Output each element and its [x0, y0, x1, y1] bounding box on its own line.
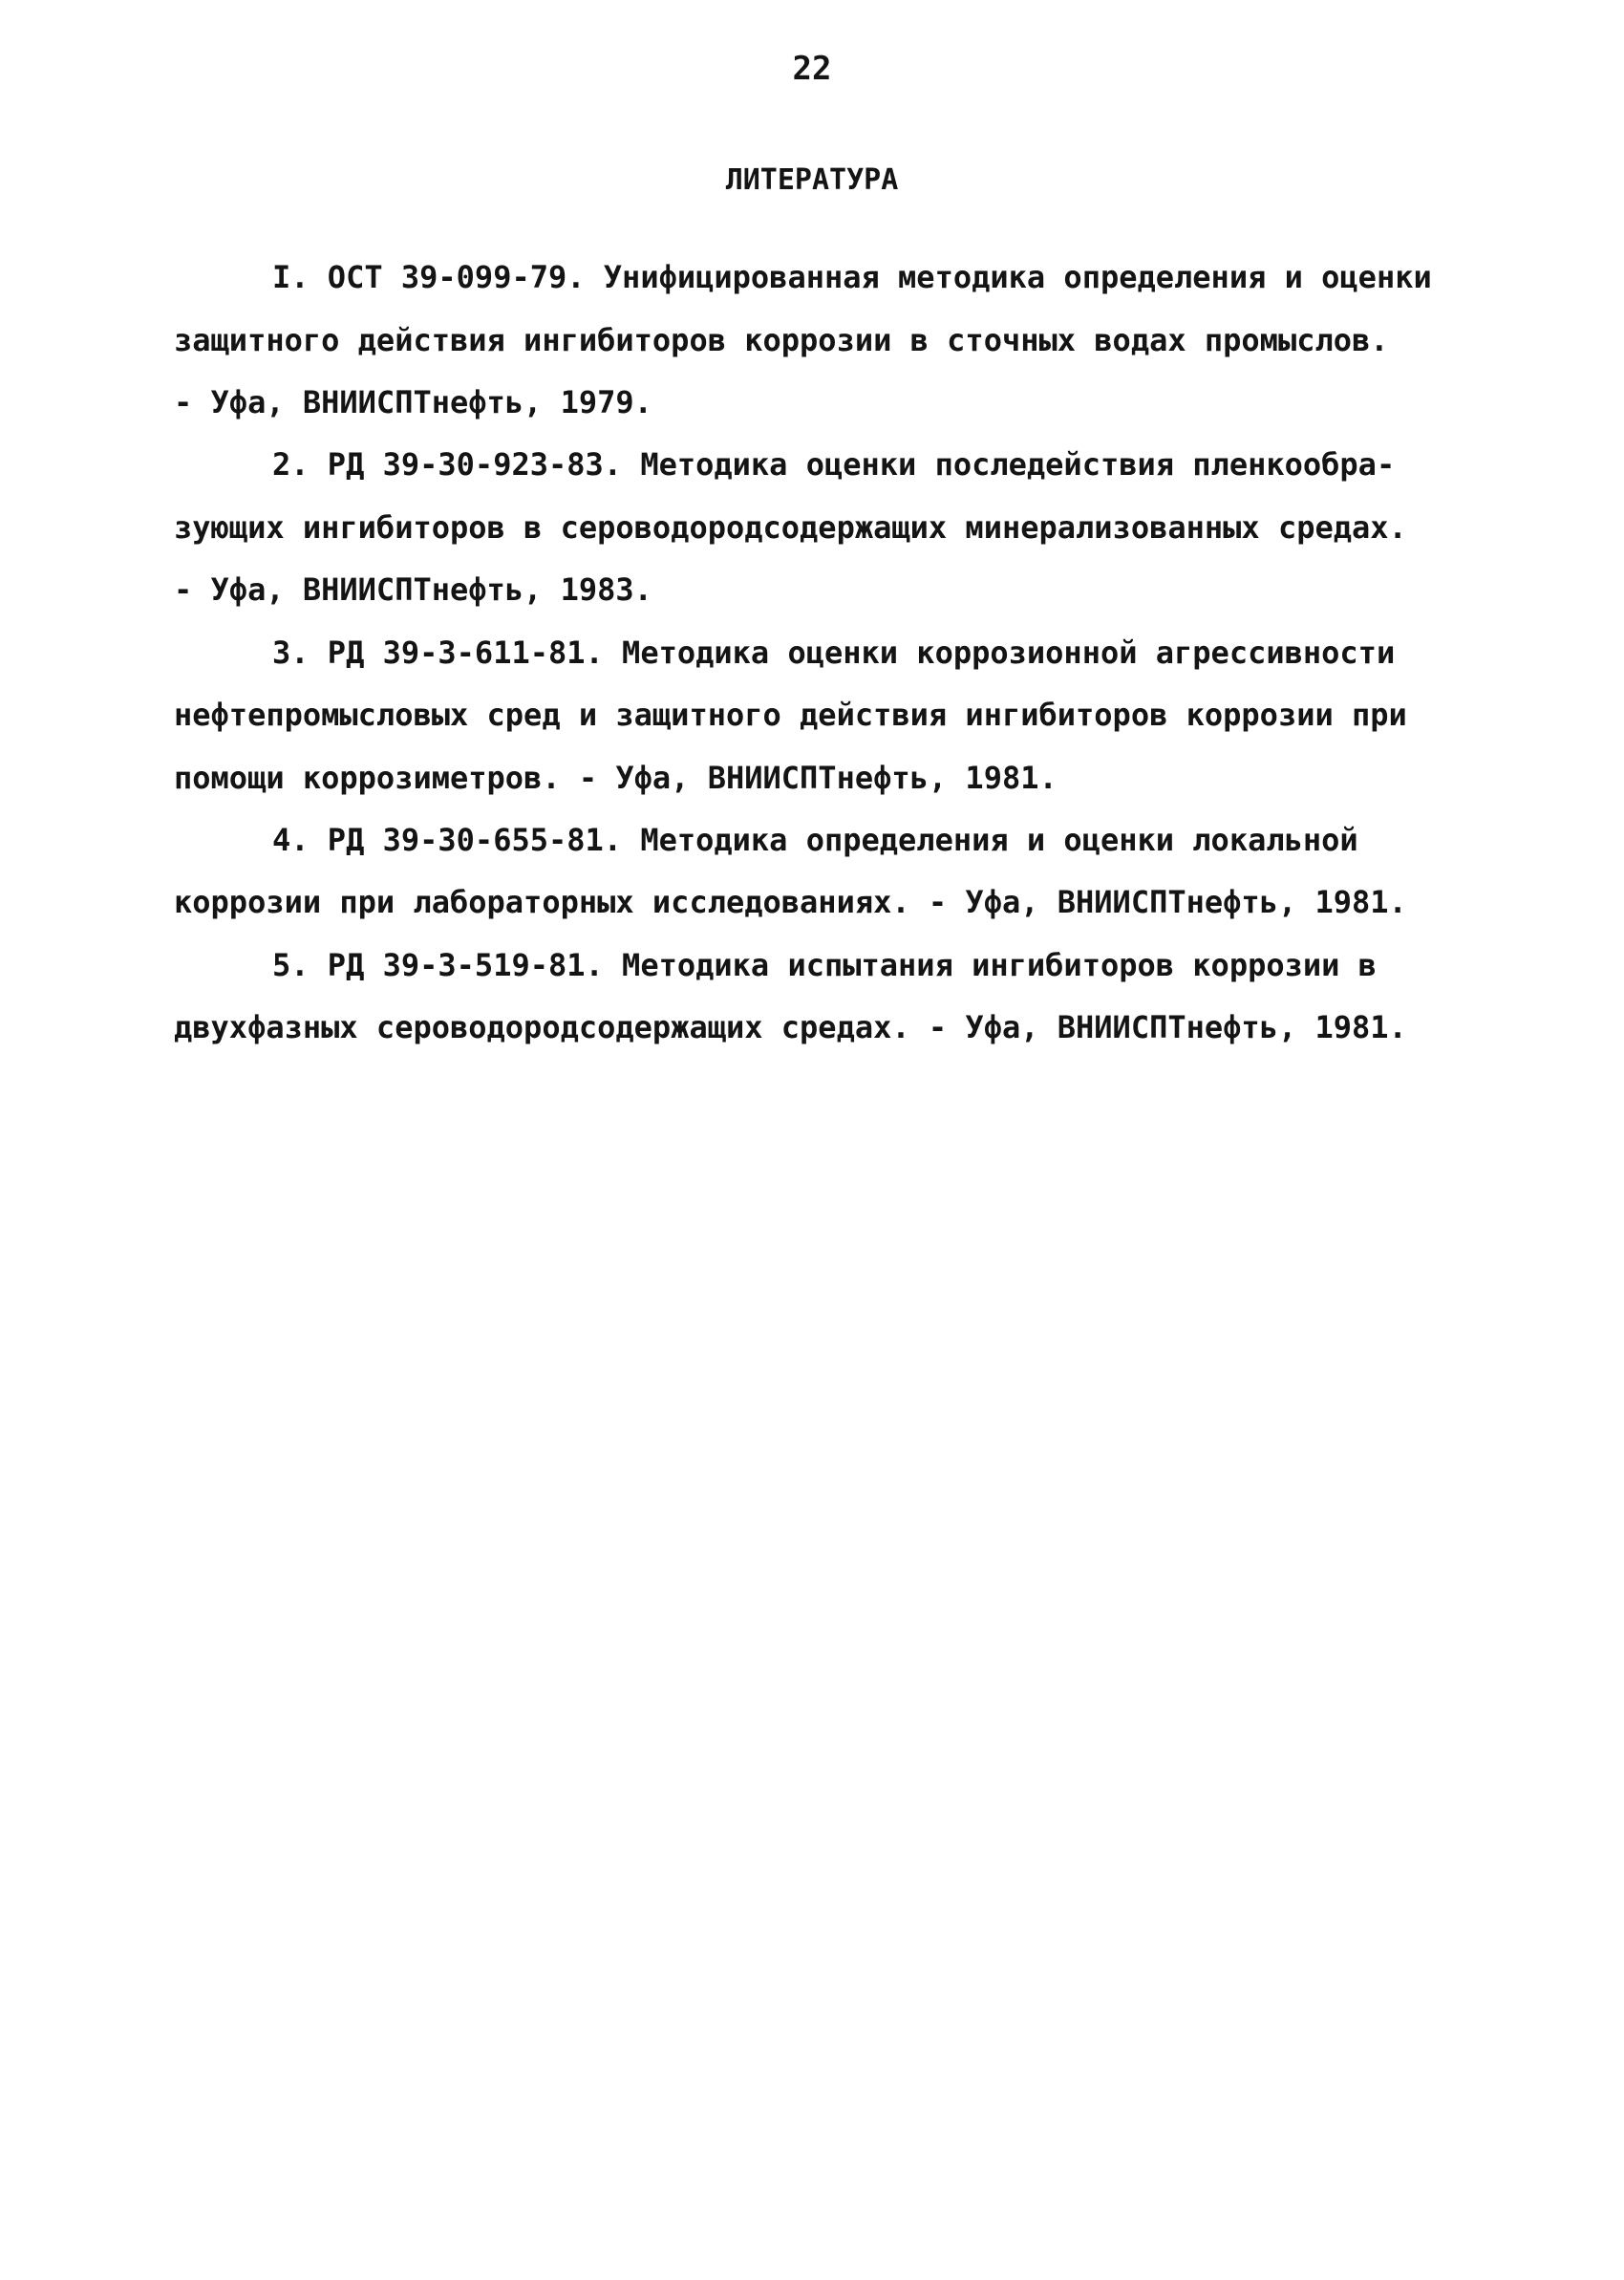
reference-line: 2. РД 39-30-923-83. Методика оценки последействия пленкообра- [272, 446, 1396, 483]
reference-line: - Уфа, ВНИИСПТнефть, 1983. [174, 571, 652, 608]
reference-line: I. ОСТ 39-099-79. Унифицированная методика определения и оценки [272, 259, 1432, 295]
reference-line: зующих ингибиторов в сероводородсодержащих минерализованных средах. [174, 509, 1407, 546]
reference-line: 4. РД 39-30-655-81. Методика определения и оценки локальной [272, 822, 1358, 858]
reference-line: помощи коррозиметров. - Уфа, ВНИИСПТнефть, 1981. [174, 760, 1058, 796]
reference-line: - Уфа, ВНИИСПТнефть, 1979. [174, 384, 652, 420]
reference-line: 5. РД 39-3-519-81. Методика испытания ингибиторов коррозии в [272, 947, 1377, 983]
reference-line: защитного действия ингибиторов коррозии в сточных водах промыслов. [174, 322, 1389, 358]
reference-line: двухфазных сероводородсодержащих средах. - Уфа, ВНИИСПТнефть, 1981. [174, 1009, 1407, 1045]
reference-line: коррозии при лабораторных исследованиях. - Уфа, ВНИИСПТнефть, 1981. [174, 884, 1407, 920]
reference-line: нефтепромысловых сред и защитного действия ингибиторов коррозии при [174, 697, 1407, 733]
page-number: 22 [792, 50, 832, 88]
reference-line: 3. РД 39-3-611-81. Методика оценки коррозионной агрессивности [272, 635, 1396, 671]
page-title: ЛИТЕРАТУРА [725, 163, 899, 197]
